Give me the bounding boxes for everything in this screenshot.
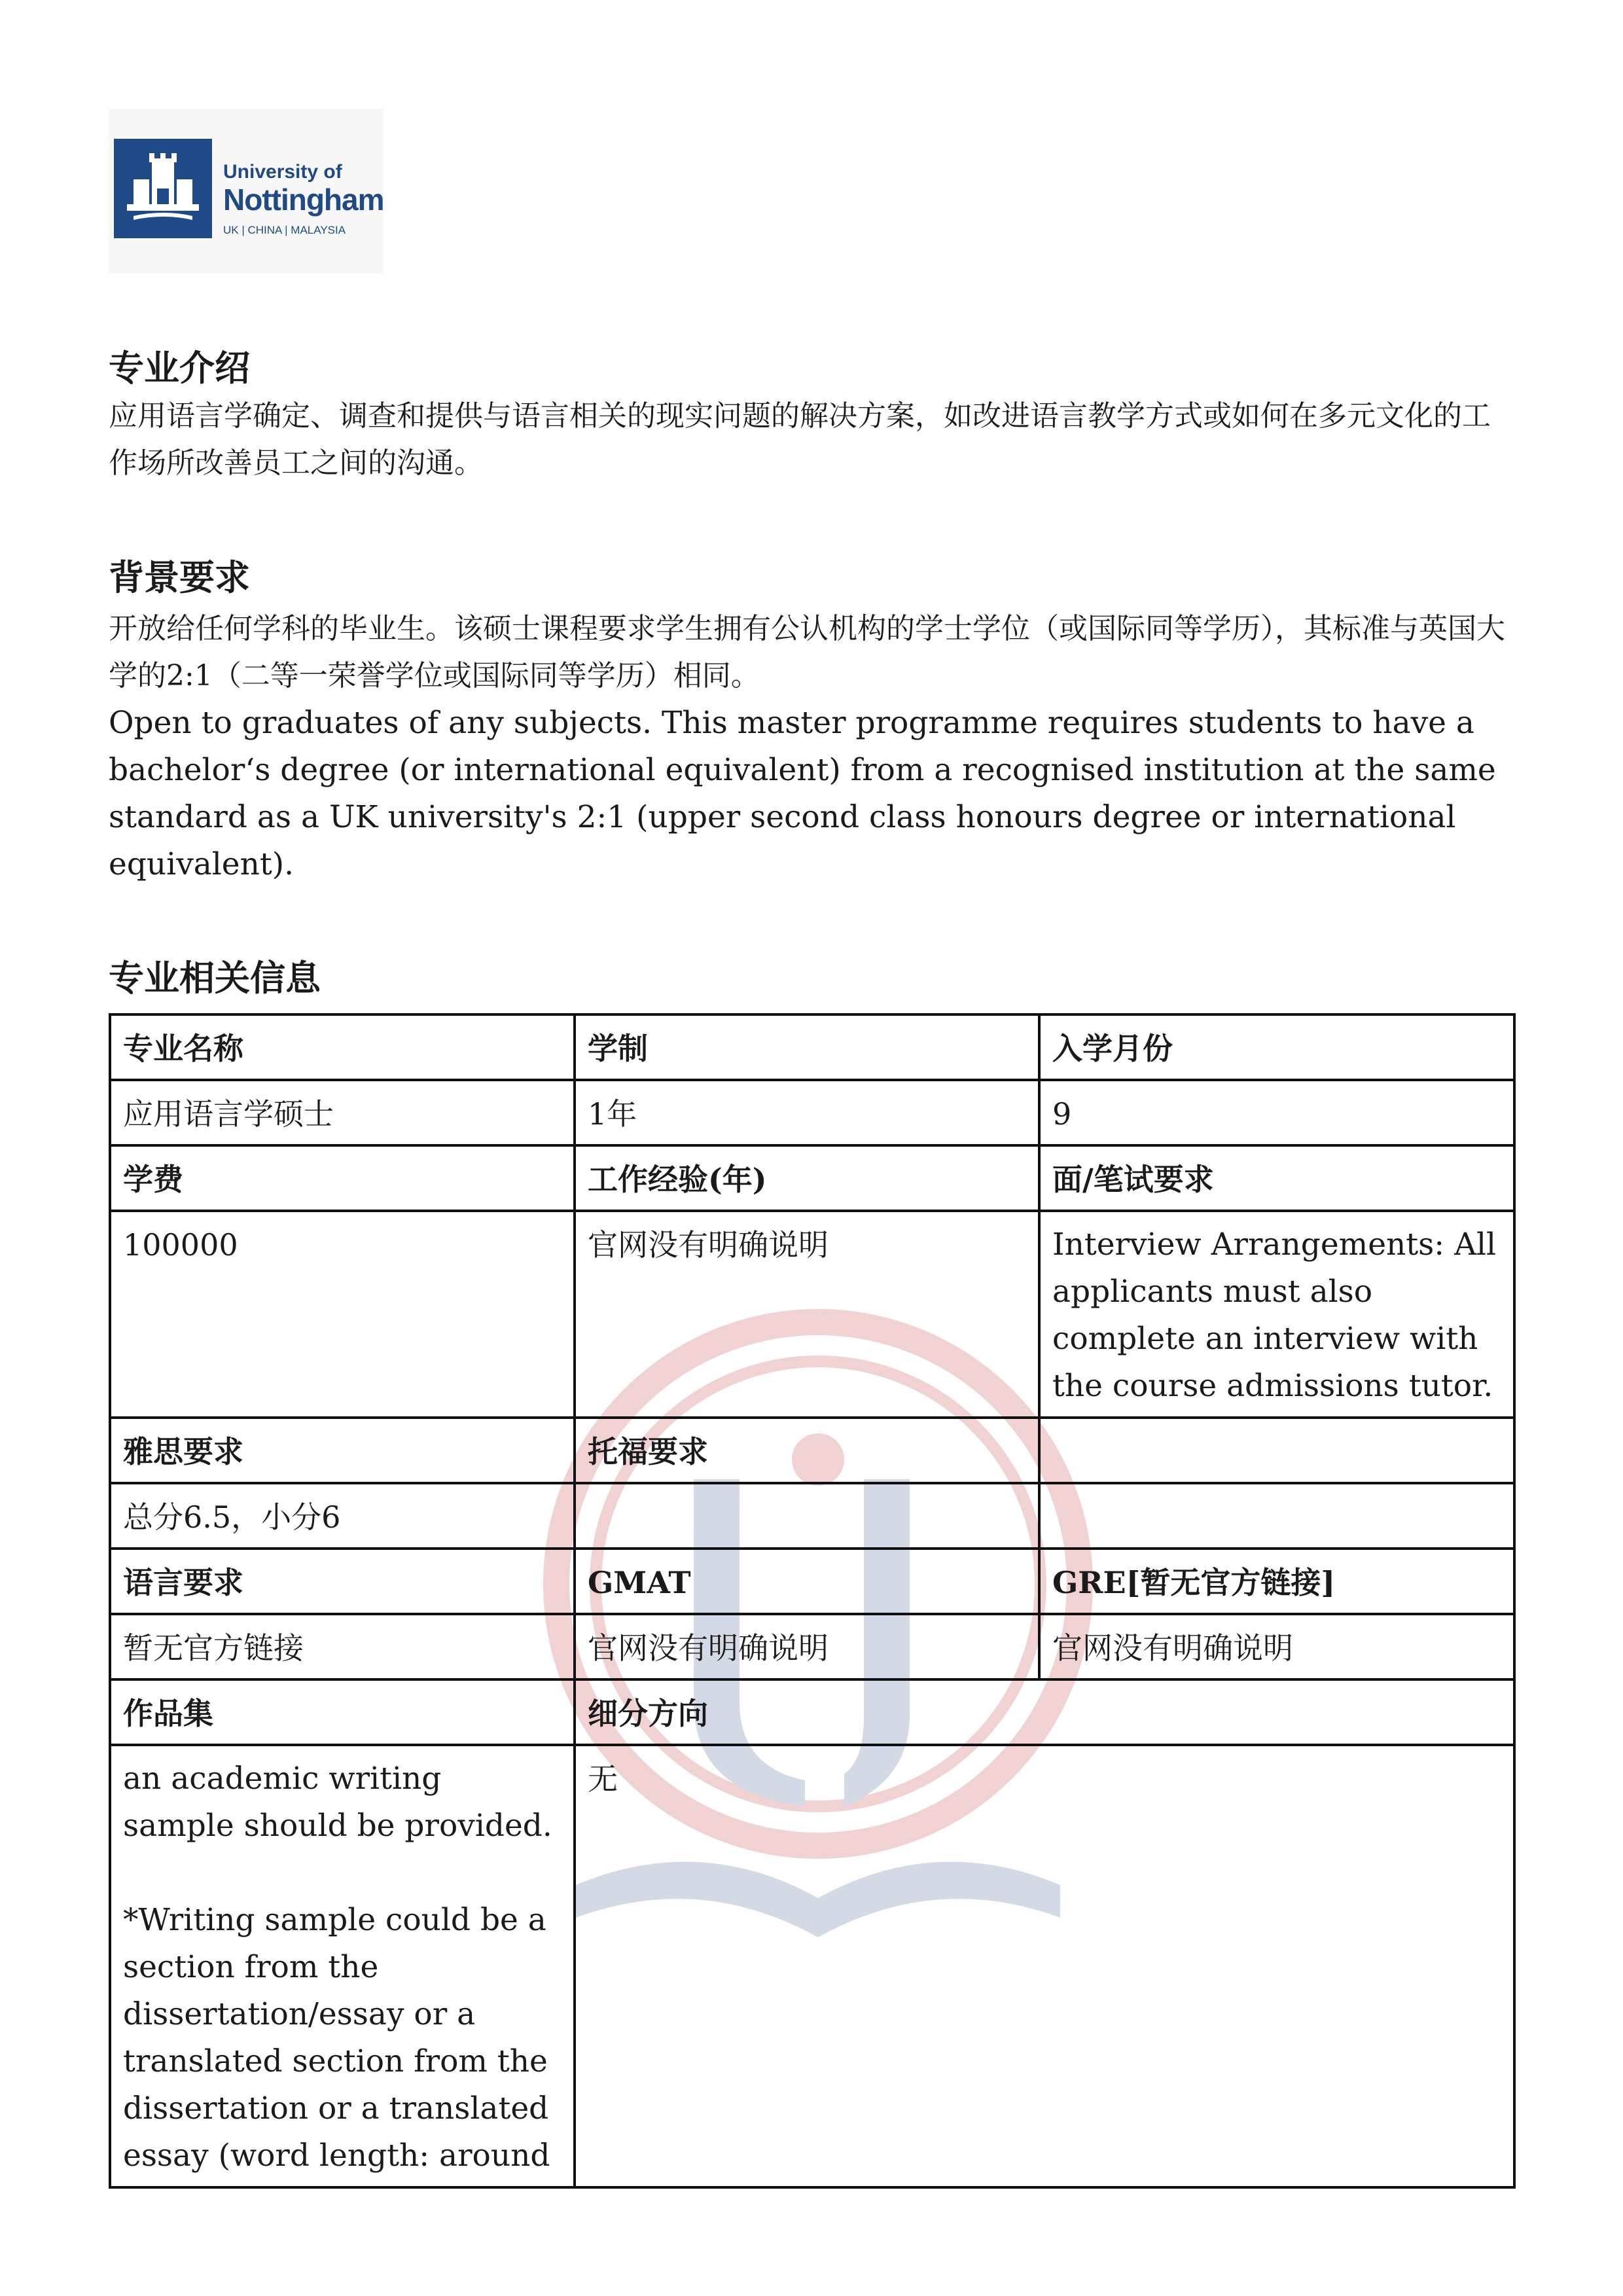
header-cell-work-experience: 工作经验(年) — [575, 1145, 1039, 1211]
cell-ielts: 总分6.5，小分6 — [110, 1483, 575, 1549]
header-cell-toefl: 托福要求 — [575, 1418, 1039, 1483]
cell-duration: 1年 — [575, 1080, 1039, 1145]
header-cell-program-name: 专业名称 — [110, 1014, 575, 1080]
table-header-row — [110, 1418, 1514, 1483]
cell-gmat: 官网没有明确说明 — [575, 1614, 1039, 1679]
cell-portfolio-text: an academic writing sample should be provided. *Writing sample could be a section from the dissertation/essay or a translated section from the dissertation or a translated essay (word length: around — [123, 1761, 552, 2174]
cell-language-requirement: 暂无官方链接 — [110, 1614, 575, 1679]
header-cell-specialization: 细分方向 — [575, 1679, 1514, 1745]
table-header-row — [110, 1014, 1514, 1080]
logo-line-university-of: University of — [223, 161, 342, 183]
intro-text: 应用语言学确定、调查和提供与语言相关的现实问题的解决方案，如改进语言教学方式或如何在多元文化的工作场所改善员工之间的沟通。 — [109, 399, 1491, 480]
cell-work-experience: 官网没有明确说明 — [575, 1211, 1039, 1418]
header-cell-intake-month: 入学月份 — [1039, 1014, 1514, 1080]
header-cell-portfolio: 作品集 — [110, 1679, 575, 1745]
header-cell-interview-requirement: 面/笔试要求 — [1039, 1145, 1514, 1211]
cell-portfolio — [110, 1745, 575, 2187]
table-row — [110, 1614, 1514, 1679]
cell-interview-requirement: Interview Arrangements: All applicants must also complete an interview with the course admissions tutor. — [1039, 1211, 1514, 1418]
table-row — [110, 1211, 1514, 1418]
background-heading: 背景要求 — [109, 556, 250, 598]
header-cell-empty — [1039, 1418, 1514, 1483]
table-header-row — [110, 1549, 1514, 1614]
cell-program-name: 应用语言学硕士 — [110, 1080, 575, 1145]
table-row — [110, 1483, 1514, 1549]
cell-specialization: 无 — [575, 1745, 1514, 2187]
info-heading: 专业相关信息 — [109, 957, 321, 999]
header-cell-ielts: 雅思要求 — [110, 1418, 575, 1483]
intro-heading: 专业介绍 — [109, 347, 250, 389]
cell-intake-month: 9 — [1039, 1080, 1514, 1145]
table-header-row — [110, 1679, 1514, 1745]
intro-paragraph — [109, 393, 1516, 487]
background-paragraph — [109, 605, 1516, 888]
header-cell-gre: GRE[暂无官方链接] — [1039, 1549, 1514, 1614]
program-info-table — [109, 1013, 1516, 2189]
university-logo — [109, 109, 383, 274]
cell-gre: 官网没有明确说明 — [1039, 1614, 1514, 1679]
header-cell-tuition: 学费 — [110, 1145, 575, 1211]
background-en-text: Open to graduates of any subjects. This master programme requires students to have a bachelor‘s degree (or international equivalent) from a recognised institution at the same standard as a UK university's 2:1 (upper second class honours degree or international equivalent). — [109, 705, 1496, 882]
header-cell-language-requirement: 语言要求 — [110, 1549, 575, 1614]
table-row — [110, 1745, 1514, 2187]
background-zh-text: 开放给任何学科的毕业生。该硕士课程要求学生拥有公认机构的学士学位（或国际同等学历），其标准与英国大学的2:1（二等一荣誉学位或国际同等学历）相同。 — [109, 612, 1505, 692]
cell-toefl — [575, 1483, 1039, 1549]
cell-empty — [1039, 1483, 1514, 1549]
header-cell-duration: 学制 — [575, 1014, 1039, 1080]
table-header-row — [110, 1145, 1514, 1211]
header-cell-gmat: GMAT — [575, 1549, 1039, 1614]
castle-crest-icon — [114, 139, 212, 238]
cell-tuition: 100000 — [110, 1211, 575, 1418]
logo-line-campuses: UK | CHINA | MALAYSIA — [223, 224, 346, 236]
table-row — [110, 1080, 1514, 1145]
logo-line-nottingham: Nottingham — [223, 183, 384, 217]
